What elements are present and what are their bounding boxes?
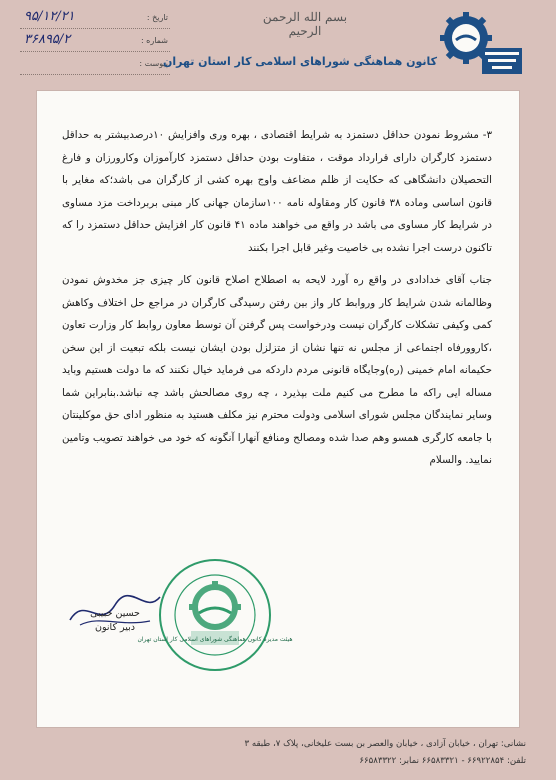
paragraph-1: ۳- مشروط نمودن حداقل دستمزد به شرایط اقتصادی ، بهره وری وافزایش ۱۰درصدبیشتر به حداقل دستمزد کارگران دارای قرارداد موقت ، متفاوت بودن حداقل دستمزد کارآموزان وکارورزان و فارغ التحصیلان دانشگاهی که حکایت از ظلم مضاعف واوج بهره کشی از کارگران می باشد؛که مغایر با قانون اساسی وماده ۳۸ قانون کار ومقاوله نامه ۱۰۰سازمان جهانی کار مبنی بربرداخت مزد مساوی در شرایط کار مساوی می باشد در واقع می خواهند ماده ۴۱ قانون کار افزایش حداقل دستمزد را که تاکنون درست اجرا نشده بی خاصیت وغیر قابل اجرا بکنند	[62, 129, 493, 254]
date-value: ۹۵/۱۲/۲۱	[24, 9, 75, 24]
bismillah-calligraphy: بسم الله الرحمن الرحیم	[262, 10, 348, 38]
signer-title: دبیر کانون	[95, 622, 135, 633]
frame-left	[0, 0, 36, 780]
footer-address: نشانی: تهران ، خیابان آزادی ، خیابان والعصر بن بست علیخانی، پلاک ۷، طبقه ۳	[244, 739, 526, 749]
signer-name: حسین حبیبی	[90, 608, 140, 619]
attachment-label: پیوست :	[139, 59, 168, 68]
organization-logo	[438, 8, 522, 78]
paragraph-2: جناب آقای خدادادی در واقع ره آورد لایحه به اصطلاح اصلاح قانون کار چیزی جز مخدوش نمودن وظالمانه شدن شرایط کار وروابط کار واز بین رفتن رسیدگی کارگران در مراجع حل اختلاف وکاهش کمی وکیفی تشکلات کارگران نیست ودرخواست پس گرفتن آن توسط معاون روابط کار وزارت تعاون ،کاروورفاه اجتماعی از مجلس نه تنها نشان از متزلزل بودن ایشان نیست بلکه تبعیت از این سخن حکیمانه امام خمینی (ره)وجایگاه قانونی مردم داردکه می فرماید خیال نکنند که ما دولت هستیم وباید مساله ایی راکه ما مطرح می کنیم ملت بپذیرد ، چه روی مصالحش باشد چه نباشد.بنابراین شما وسایر نمایندگان مجلس شورای اسلامی ودولت محترم نیز مکلف هستید به منظور ادای حق موکلینتان با جامعه کارگری همسو وهم صدا شده ومصالح ومنافع آنهارا آنگونه که خود می خواهند تصویب وتامین نمایید. والسلام	[62, 274, 492, 466]
official-stamp	[137, 555, 293, 675]
meta-number	[20, 31, 170, 52]
number-label: شماره :	[140, 36, 168, 45]
letter-footer	[30, 736, 526, 770]
date-label: تاریخ :	[146, 13, 168, 22]
meta-attachment	[20, 54, 170, 75]
signer-block	[70, 607, 160, 635]
stamp-gear-icon	[189, 581, 241, 627]
stamp-text: هیئت مدیره کانون هماهنگی شوراهای اسلامی کار استان تهران	[137, 636, 293, 643]
frame-right	[520, 0, 556, 780]
footer-phones: تلفن: ۶۶۹۲۲۸۵۴ - ۶۶۵۸۳۳۲۱ نمابر: ۶۶۵۸۳۳۲۲	[359, 756, 526, 766]
number-value: ۳۶۸۹۵/۲	[24, 32, 71, 47]
letter-text	[62, 124, 492, 482]
meta-date	[20, 8, 170, 29]
letter-meta	[20, 8, 170, 77]
organization-name: کانون هماهنگی شوراهای اسلامی کار استان تهران	[162, 55, 438, 68]
